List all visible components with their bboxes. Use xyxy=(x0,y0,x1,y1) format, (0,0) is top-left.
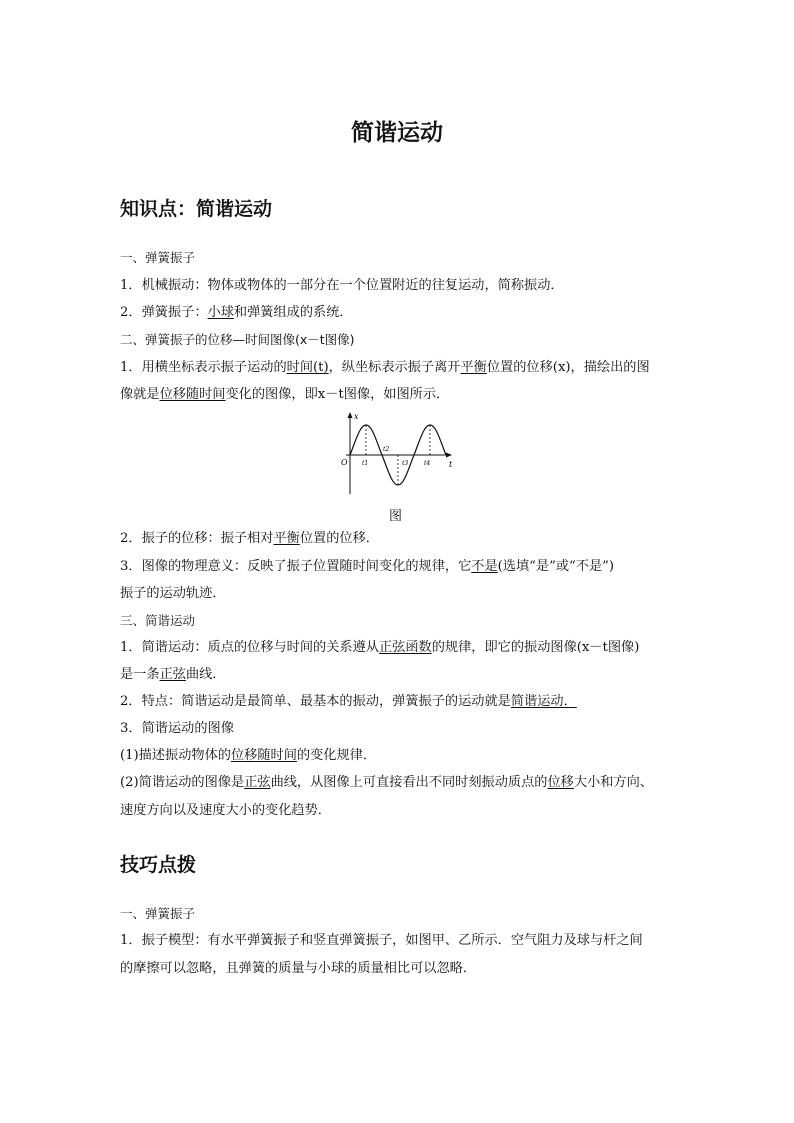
para-xt-definition-2: 像就是位移随时间变化的图像，即x－t图像，如图所示． xyxy=(120,387,450,402)
section-heading-tips: 技巧点拨 xyxy=(120,854,197,876)
para-shm-graph-heading: 3．简谐运动的图像 xyxy=(120,721,234,736)
section-heading-knowledge: 知识点：简谐运动 xyxy=(120,198,273,220)
xt-graph-figure xyxy=(336,410,456,496)
para-shm-definition-2: 是一条正弦曲线． xyxy=(120,667,226,682)
para-shm-definition-1: 1．简谐运动：质点的位移与时间的关系遵从正弦函数的规律，即它的振动图像(x－t图像) xyxy=(120,640,640,655)
t3-label: t3 xyxy=(402,460,409,467)
para-oscillator-displacement: 2．振子的位移：振子相对平衡位置的位移． xyxy=(120,531,379,546)
x-axis-arrow xyxy=(348,412,353,418)
para-shm-features: 2．特点：简谐运动是最简单、最基本的振动，弹簧振子的运动就是简谐运动． xyxy=(120,694,577,709)
heading-spring-oscillator: 一、弹簧振子 xyxy=(120,250,196,265)
para-graph-meaning-1: 3．图像的物理意义：反映了振子位置随时间变化的规律，它不是(选填“是”或“不是”) xyxy=(120,559,615,574)
heading-xt-graph: 二、弹簧振子的位移—时间图像(x－t图像) xyxy=(120,332,355,347)
para-shm-graph-2b: 速度方向以及速度大小的变化趋势． xyxy=(120,803,331,818)
heading-spring-oscillator-tips: 一、弹簧振子 xyxy=(120,906,196,921)
para-xt-definition-1: 1．用横坐标表示振子运动的时间(t)，纵坐标表示振子离开平衡位置的位移(x)，描绘出的图 xyxy=(120,360,650,375)
t-axis-label: t xyxy=(449,460,453,469)
para-oscillator-model-2: 的摩擦可以忽略，且弹簧的质量与小球的质量相比可以忽略． xyxy=(120,961,477,976)
x-axis-label: x xyxy=(354,412,359,421)
t2-label: t2 xyxy=(383,446,390,453)
para-shm-graph-1: (1)描述振动物体的位移随时间的变化规律． xyxy=(120,748,377,763)
page-title: 简谐运动 xyxy=(351,120,443,146)
t1-label: t1 xyxy=(362,460,369,467)
para-oscillator-model-1: 1．振子模型：有水平弹簧振子和竖直弹簧振子，如图甲、乙所示．空气阻力及球与杆之间 xyxy=(120,933,643,948)
origin-label: O xyxy=(341,458,348,467)
heading-shm: 三、简谐运动 xyxy=(120,613,196,628)
t4-label: t4 xyxy=(424,460,431,467)
t-axis-arrow xyxy=(446,453,452,458)
para-graph-meaning-2: 振子的运动轨迹． xyxy=(120,586,226,601)
para-spring-oscillator: 2．弹簧振子：小球和弹簧组成的系统． xyxy=(120,305,353,320)
para-shm-graph-2a: (2)简谐运动的图像是正弦曲线，从图像上可直接看出不同时刻振动质点的位移大小和方向、 xyxy=(120,775,653,790)
figure-caption: 图 xyxy=(389,509,403,524)
para-mechanical-vibration: 1．机械振动：物体或物体的一部分在一个位置附近的往复运动，简称振动． xyxy=(120,278,564,293)
